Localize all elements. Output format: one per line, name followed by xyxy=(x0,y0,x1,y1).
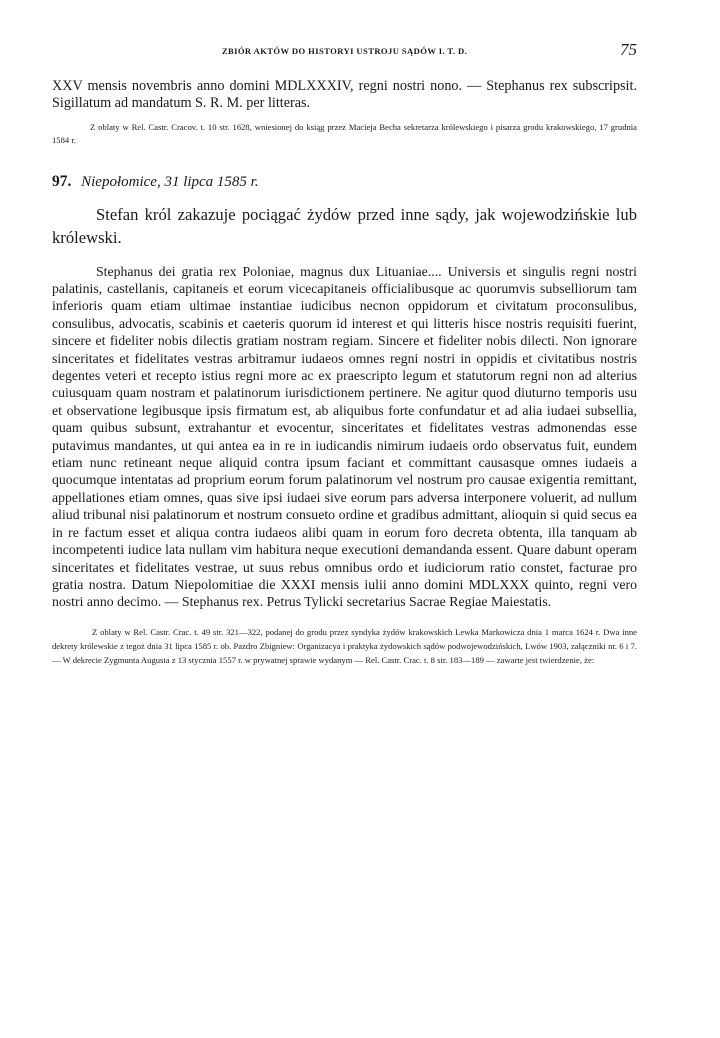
running-title: ZBIÓR AKTÓW DO HISTORYI USTROJU SĄDÓW I. T. D. xyxy=(221,46,468,56)
document-text: Stephanus dei gratia rex Poloniae, magnus dux Lituaniae.... Universis et singulis regni nostri palatinis, castellanis, capitaneis et eorum vicecapitaneis officialibusque ac quorumvis subselliorum tam inferioris quam etiam ultimae instantiae iudicibus necnon oppidorum et civitatum proconsulibus, consulibus, advocatis, scabinis et caeteris quorum id interest et qui litteris hisce nostris requisiti fuerint, sincere et fideliter nobis dilectis gratiam nostram regiam. Sincere et fideliter nobis dilecti. Non ignorare sinceritates et fidelitates vestras arbitramur iudaeos omnes regni nostri in oppidis et civitatibus nostris degentes veteri et recepto istius regni more ac ex praescripto legum et statutorum regni non ad alterius cuiusquam quam nostram et palatinorum iurisdictionem pertinere. Ne agitur quod diuturno temporis usu et observatione legibusque ipsis firmatum est, ab aliquibus forte confundatur et ad alia iudaei subsellia, quam quibus subsunt, extrahantur et evocentur, sinceritates et fidelitates vestras admonendas esse putavimus mandantes, ut qui antea ea in re in iudicandis nimirum iudaeis ordo observatus fuit, eundem etiam nunc retineant neque aliquid contra ipsum faciant et committant causasque omnes iudaeis a quocumque intentatas ad proprium eorum forum palatinorum vel nostrum pro causae exigentia remittant, appellationes etiam omnes, quas sive ipsi iudaei sive eorum pars adversa interponere voluerit, ad nullum aliud tribunal nisi palatinorum et nostrum consueto ordine et gradibus admittant, alioquin si quid secus ea in re factum esset et aliqua contra iudaeos alibi quam in eorum foro decreta obtenta, illa tanquam ab incompetenti iudice lata nullam vim habitura neque executioni demandanda essent. Quare dabunt operam sinceritates et fidelitates vestrae, ut suus rebus omnibus ordo et iudiciorum ratio constet, facturae pro gratia nostra. Datum Niepolomitiae die XXXI mensis iulii anno domini MDLXXX quinto, regni vero nostri anno decimo. — Stephanus rex. Petrus Tylicki secretarius Sacrae Regiae Maiestatis. xyxy=(52,263,637,610)
continuation-text: XXV mensis novembris anno domini MDLXXXIV, regni nostri nono. — Stephanus rex subscripsit. Sigillatum ad mandatum S. R. M. per litteras. xyxy=(52,78,637,111)
document-regest: Stefan król zakazuje pociągać żydów przed inne sądy, jak wojewodzińskie lub królewski. xyxy=(52,204,637,247)
page-number: 75 xyxy=(620,40,637,59)
continuation-note: Z oblaty w Rel. Castr. Cracov. t. 10 str. 1628, wniesionej do ksiąg przez Macieja Becha sekretarza królewskiego i pisarza grodu krakowskiego, 17 grudnia 1584 r. xyxy=(52,122,637,145)
footnote xyxy=(52,625,637,667)
footnote-text: Z oblaty w Rel. Castr. Crac. t. 49 str. 321—322, podanej do grodu przez syndyka żydów krakowskich Lewka Markowicza dnia 1 marca 1624 r. Dwa inne dekrety królewskie z tegoż dnia 31 lipca 1585 r. ob. Pazdro Zbigniew: Organizacya i praktyka żydowskich sądów podwojewodzińskich, Lwów 1903, załączniki nr. 6 i 7. — W dekrecie Zygmunta Augusta z 13 stycznia 1557 r. w prywatnej sprawie wydanym — Rel. Castr. Crac. t. 8 str. 183—189 — zawarte jest twierdzenie, że: xyxy=(52,626,637,665)
document-heading xyxy=(52,173,637,191)
document-number: 97. xyxy=(52,172,72,190)
document-place-date: Niepołomice, 31 lipca 1585 r. xyxy=(81,173,259,190)
document-page xyxy=(52,40,637,667)
running-head xyxy=(52,40,637,62)
